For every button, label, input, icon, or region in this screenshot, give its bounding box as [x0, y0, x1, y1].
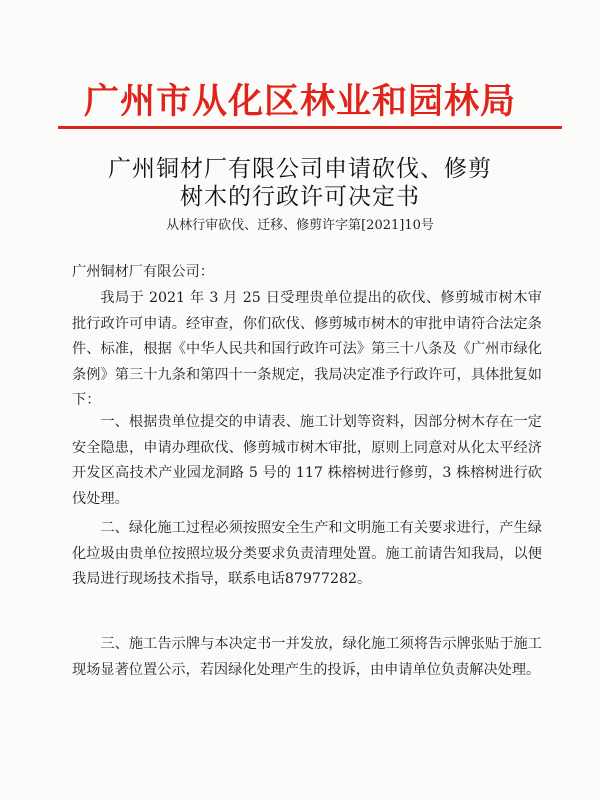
salutation: 广州铜材厂有限公司：	[72, 264, 214, 280]
paragraph-intro: 我局于 2021 年 3 月 25 日受理贵单位提出的砍伐、修剪城市树木审批行政许可申请。经审查，你们砍伐、修剪城市树木的审批申请符合法定条件、标准，根据《中华人民共和国行政许可法》第三十八条及《广州市绿化条例》第三十九条和第四十一条规定，我局决定准予行政许可，具体批复如下：	[72, 290, 542, 408]
document-number: 从林行审砍伐、迁移、修剪许字第[2021]10号	[166, 218, 434, 233]
document-title-line-2: 树木的行政许可决定书	[180, 184, 420, 210]
issuer-heading: 广州市从化区林业和园林局	[83, 82, 516, 122]
paragraph-item-1: 一、根据贵单位提交的申请表、施工计划等资料，因部分树木存在一定安全隐患，申请办理砍伐、修剪城市树木审批，原则上同意对从化太平经济开发区高技术产业园龙洞路 5 号的 117 株榕树进行修剪，3 株榕树进行砍伐处理。	[72, 414, 542, 507]
document-title-line-1: 广州铜材厂有限公司申请砍伐、修剪	[108, 156, 492, 182]
paragraph-item-2: 二、绿化施工过程必须按照安全生产和文明施工有关要求进行，产生绿化垃圾由贵单位按照垃圾分类要求负责清理处置。施工前请告知我局，以便我局进行现场技术指导，联系电话87977282。	[72, 520, 542, 587]
red-divider-line	[58, 126, 562, 129]
paragraph-item-3: 三、施工告示牌与本决定书一并发放，绿化施工须将告示牌张贴于施工现场显著位置公示，若因绿化处理产生的投诉，由申请单位负责解决处理。	[72, 636, 542, 678]
